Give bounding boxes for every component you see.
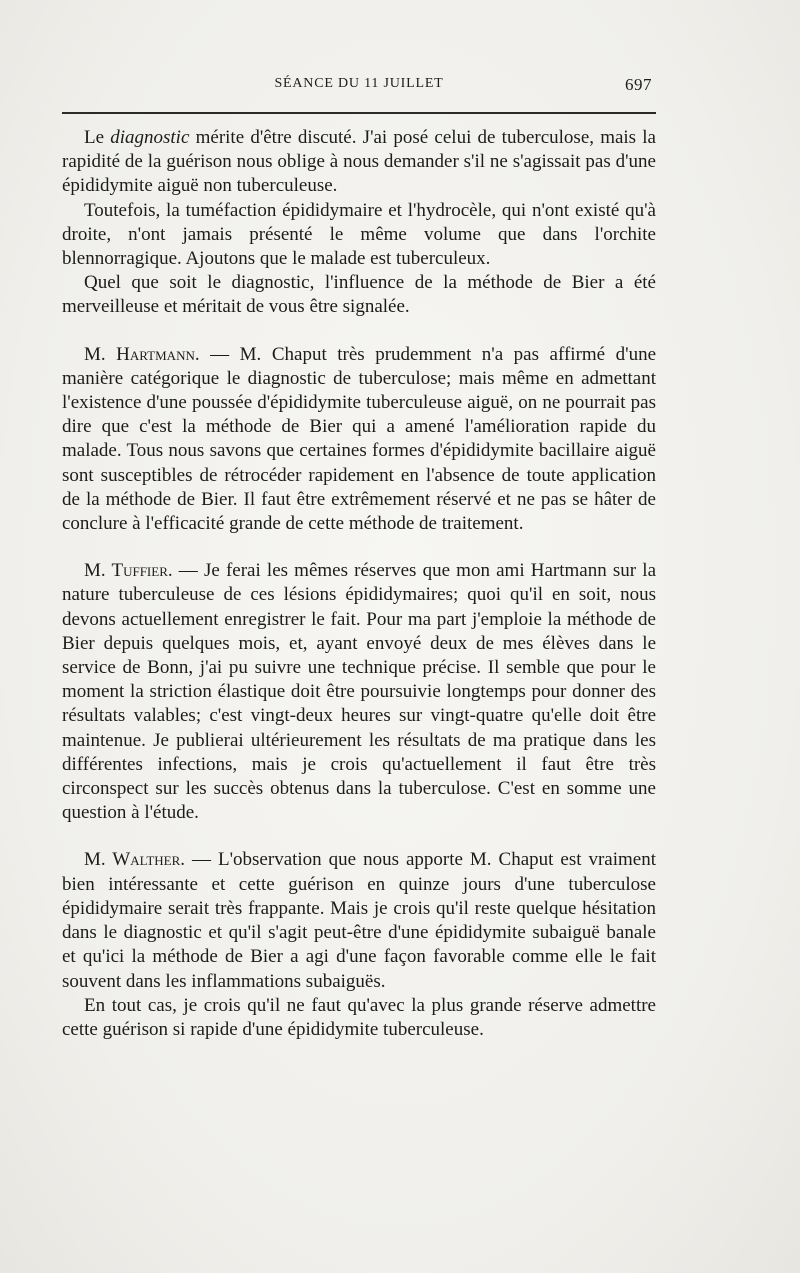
body-text <box>62 126 656 1042</box>
paragraph-tuffier <box>62 559 656 825</box>
speech-hartmann <box>62 343 656 537</box>
running-title: SÉANCE DU 11 JUILLET <box>274 76 444 91</box>
paragraph-text: mérite d'être discuté. J'ai posé celui de tuberculose, mais la rapidité de la guérison nous oblige à nous demander s'il ne s'agissait pas d'une épididymite aiguë non tuberculeuse. <box>62 127 656 197</box>
speaker-walther: M. Walther. <box>84 849 186 871</box>
speech-text: — L'observation que nous apporte M. Chaput est vraiment bien intéressante et cette guérison en quinze jours d'une tuberculose épididymaire serait très frappante. Mais je crois qu'il reste quelque hésitation dans le diagnostic et qu'il s'agit peut-être d'une épididymite subaiguë banale et qu'ici la méthode de Bier a agi d'une façon favorable comme elle le fait souvent dans les inflammations subaiguës. <box>62 849 657 992</box>
page-header <box>62 76 656 100</box>
paragraph-prefix: Le <box>84 127 111 148</box>
speech-text: — Je ferai les mêmes réserves que mon ami Hartmann sur la nature tuberculeuse de ces lésions épididymaires; quoi qu'il en soit, nous devons actuellement enregistrer le fait. Pour ma part j'emploie la méthode de Bier depuis quelques mois, et, ayant envoyé deux de mes élèves dans le service de Bonn, j'ai pu suivre une technique précise. Il semble que pour le moment la striction élastique doit être poursuivie longtemps pour donner des résultats valables; c'est vingt-deux heures sur vingt-quatre qu'elle doit être maintenue. Je publierai ultérieurement les résultats de ma pratique dans les différentes infections, mais je crois qu'actuellement il faut être très circonspect sur les succès obtenus dans la tuberculose. C'est en somme une question à l'étude. <box>62 560 657 824</box>
speech-text: — M. Chaput très prudemment n'a pas affirmé d'une manière catégorique le diagnostic de tuberculose; mais même en admettant l'existence d'une poussée d'épididymite tuberculeuse aiguë, on ne pourrait pas dire que c'est la méthode de Bier qui a amené l'amélioration rapide du malade. Tous nous savons que certaines formes d'épididymite bacillaire aiguë sont susceptibles de rétrocéder rapidement en l'absence de toute application de la méthode de Bier. Il faut être extrêmement réservé et ne pas se hâter de conclure à l'efficacité grande de cette méthode de traitement. <box>62 343 656 535</box>
paragraph-diagnostic <box>62 126 656 199</box>
paragraph-en-tout-cas: En tout cas, je crois qu'il ne faut qu'avec la plus grande réserve admettre cette guérison si rapide d'une épididymite tuberculeuse. <box>62 994 656 1040</box>
paragraph-hartmann <box>62 343 656 537</box>
paragraph-quel-que-soit: Quel que soit le diagnostic, l'influence de la méthode de Bier a été merveilleuse et méritait de vous être signalée. <box>62 272 656 318</box>
paragraph-walther <box>62 848 656 993</box>
speech-tuffier <box>62 559 656 825</box>
speaker-hartmann: M. Hartmann. <box>84 343 200 365</box>
header-rule <box>62 112 656 114</box>
emphasis-diagnostic: diagnostic <box>110 127 190 148</box>
paragraph-toutefois: Toutefois, la tuméfaction épididymaire et l'hydrocèle, qui n'ont existé qu'à droite, n'ont jamais présenté le même volume que dans l'orchite blennorragique. Ajoutons que le malade est tuberculeux. <box>62 199 656 270</box>
speech-walther <box>62 848 656 1042</box>
page-number: 697 <box>625 75 652 94</box>
speaker-tuffier: M. Tuffier. <box>84 560 173 582</box>
